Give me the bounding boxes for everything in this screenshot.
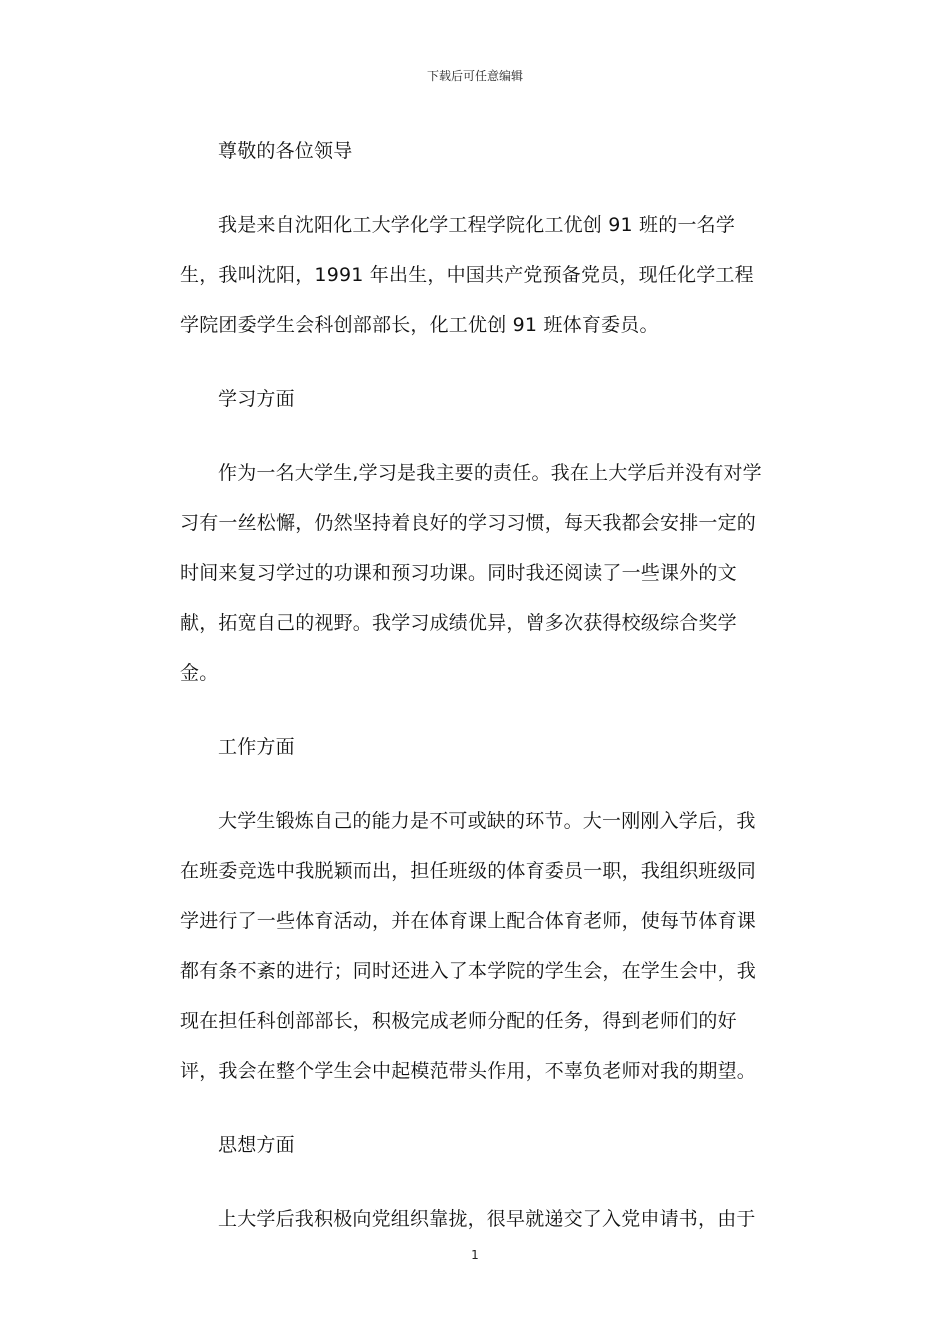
work-paragraph: 大学生锻炼自己的能力是不可或缺的环节。大一刚刚入学后，我在班委竞选中我脱颖而出，担任班级的体育委员一职，我组织班级同学进行了一些体育活动，并在体育课上配合体育老师，使每节体育课都有条不紊的进行；同时还进入了本学院的学生会，在学生会中，我现在担任科创部部长，积极完成老师分配的任务，得到老师们的好评，我会在整个学生会中起模范带头作用，不辜负老师对我的期望。 — [180, 810, 757, 1082]
intro-paragraph: 我是来自沈阳化工大学化学工程学院化工优创 91 班的一名学生，我叫沈阳，1991 年出生，中国共产党预备党员，现任化学工程学院团委学生会科创部部长，化工优创 91 班体育委员。 — [180, 214, 754, 336]
thought-paragraph: 上大学后我积极向党组织靠拢，很早就递交了入党申请书，由于 — [218, 1208, 756, 1230]
section-heading-study: 学习方面 — [218, 388, 295, 410]
salutation: 尊敬的各位领导 — [218, 140, 353, 162]
document-body — [180, 126, 772, 1268]
page-number: 1 — [471, 1248, 479, 1262]
section-heading-work: 工作方面 — [218, 736, 295, 758]
study-paragraph: 作为一名大学生,学习是我主要的责任。我在上大学后并没有对学习有一丝松懈，仍然坚持着良好的学习习惯，每天我都会安排一定的时间来复习学过的功课和预习功课。同时我还阅读了一些课外的文献，拓宽自己的视野。我学习成绩优异，曾多次获得校级综合奖学金。 — [180, 462, 762, 684]
page-header: 下载后可任意编辑 — [426, 69, 523, 83]
section-heading-thought: 思想方面 — [218, 1134, 295, 1156]
